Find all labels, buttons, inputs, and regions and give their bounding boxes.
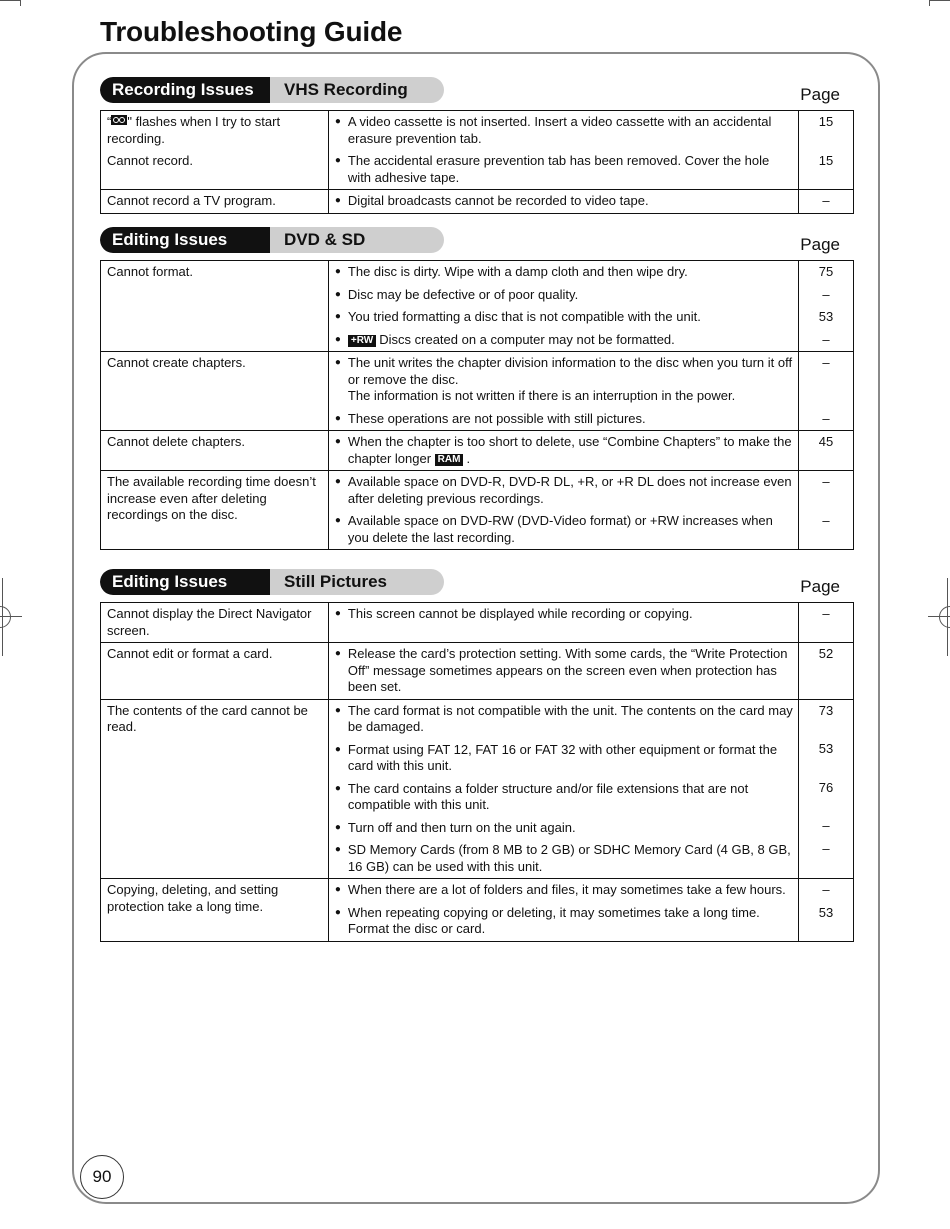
cause-item: ● When repeating copying or deleting, it may sometimes take a long time. Format the disc or card. xyxy=(335,905,794,938)
troubleshooting-table xyxy=(100,110,854,214)
ram-disc-badge: RAM xyxy=(435,454,464,466)
crop-mark xyxy=(2,578,3,656)
cause-cell xyxy=(328,352,798,431)
cause-cell xyxy=(328,879,798,942)
page-cell xyxy=(799,879,854,942)
section-subcategory: DVD & SD xyxy=(284,230,366,249)
page-ref: 73 xyxy=(818,702,834,718)
problem-cell: Cannot edit or format a card. xyxy=(101,643,329,700)
section-editing-dvd-sd xyxy=(100,227,854,550)
cause-cell xyxy=(328,261,798,352)
page-ref: – xyxy=(822,410,830,426)
problem-cell: Cannot delete chapters. xyxy=(101,431,329,471)
cause-item: ● Disc may be defective or of poor quality. xyxy=(335,287,794,304)
cause-item: ● This screen cannot be displayed while recording or copying. xyxy=(335,606,794,623)
page-ref: 15 xyxy=(818,114,834,129)
problem-cell xyxy=(101,111,329,190)
cause-cell xyxy=(328,603,798,643)
cause-cell xyxy=(328,190,798,214)
section-category: Editing Issues xyxy=(100,227,270,253)
cause-item: ● When the chapter is too short to delete, use “Combine Chapters” to make the chapter longer RAM . xyxy=(335,434,794,467)
cause-item: ● Turn off and then turn on the unit again. xyxy=(335,820,794,837)
problem-cell: Copying, deleting, and setting protection take a long time. xyxy=(101,879,329,942)
cassette-icon xyxy=(111,115,127,125)
crop-mark xyxy=(947,578,948,656)
page-ref: – xyxy=(822,286,830,302)
page-title: Troubleshooting Guide xyxy=(100,16,403,47)
crop-mark xyxy=(0,616,22,617)
problem-cell: The contents of the card cannot be read. xyxy=(101,699,329,879)
page-cell: – xyxy=(799,603,854,643)
crop-mark xyxy=(20,0,21,6)
page-ref: – xyxy=(822,512,830,528)
table-row xyxy=(101,603,854,643)
cause-item: ● A video cassette is not inserted. Insert a video cassette with an accidental erasure prevention tab. xyxy=(335,114,794,147)
section-header xyxy=(100,77,854,107)
page-cell xyxy=(799,471,854,550)
page-ref: – xyxy=(822,818,830,833)
cause-item: ● When there are a lot of folders and files, it may sometimes take a few hours. xyxy=(335,882,794,899)
table-row xyxy=(101,643,854,700)
crop-mark xyxy=(0,0,20,1)
cause-item: ● These operations are not possible with still pictures. xyxy=(335,411,794,428)
table-row xyxy=(101,261,854,352)
cause-item: ● Release the card’s protection setting. With some cards, the “Write Protection Off” message sometimes appears on the screen even when protection has been set. xyxy=(335,646,794,696)
cause-item: ● SD Memory Cards (from 8 MB to 2 GB) or SDHC Memory Card (4 GB, 8 GB, 16 GB) can be used with this unit. xyxy=(335,842,794,875)
open-quote: “ xyxy=(107,114,112,129)
page-cell: 45 xyxy=(799,431,854,471)
page-ref: 53 xyxy=(818,904,834,920)
cause-item: ● The accidental erasure prevention tab has been removed. Cover the hole with adhesive tape. xyxy=(335,153,794,186)
cause-item: ● The card contains a folder structure and/or file extensions that are not compatible with this unit. xyxy=(335,781,794,814)
page-ref: 53 xyxy=(818,741,834,756)
section-category: Editing Issues xyxy=(100,569,270,595)
cause-item: ● Available space on DVD-RW (DVD-Video format) or +RW increases when you delete the last recording. xyxy=(335,513,794,546)
page-number: 90 xyxy=(80,1155,124,1199)
cause-cell xyxy=(328,431,798,471)
section-header xyxy=(100,569,854,599)
rw-disc-badge: +RW xyxy=(348,335,376,347)
page-ref: 15 xyxy=(818,152,834,168)
page-cell: 52 xyxy=(799,643,854,700)
cause-item: ● Format using FAT 12, FAT 16 or FAT 32 with other equipment or format the card with this unit. xyxy=(335,742,794,775)
troubleshooting-table xyxy=(100,260,854,550)
cause-item: ● You tried formatting a disc that is not compatible with the unit. xyxy=(335,309,794,326)
cause-cell xyxy=(328,643,798,700)
problem-text: Cannot record. xyxy=(107,153,193,168)
table-row xyxy=(101,879,854,942)
section-editing-still-pictures xyxy=(100,569,854,942)
problem-cell: The available recording time doesn’t increase even after deleting recordings on the disc. xyxy=(101,471,329,550)
page-ref: – xyxy=(822,840,830,856)
page-cell: – xyxy=(799,190,854,214)
table-row xyxy=(101,352,854,431)
section-subcategory: VHS Recording xyxy=(284,80,408,99)
problem-cell: Cannot create chapters. xyxy=(101,352,329,431)
section-tab xyxy=(100,77,444,103)
problem-cell: Cannot record a TV program. xyxy=(101,190,329,214)
cause-cell xyxy=(328,471,798,550)
table-row xyxy=(101,471,854,550)
page-ref: 53 xyxy=(818,309,834,324)
table-row xyxy=(101,190,854,214)
cause-cell xyxy=(328,699,798,879)
page-ref: – xyxy=(822,882,830,897)
page-column-label: Page xyxy=(800,577,840,596)
cause-item: ● The card format is not compatible with the unit. The contents on the card may be damaged. xyxy=(335,703,794,736)
section-recording-vhs xyxy=(100,77,854,214)
table-row xyxy=(101,699,854,879)
problem-cell: Cannot format. xyxy=(101,261,329,352)
troubleshooting-table xyxy=(100,602,854,942)
page-ref: – xyxy=(822,331,830,347)
section-subcategory: Still Pictures xyxy=(284,572,387,591)
crop-mark xyxy=(929,0,930,6)
section-category: Recording Issues xyxy=(100,77,270,103)
page-ref: 75 xyxy=(818,264,834,279)
section-tab xyxy=(100,227,444,253)
page-cell xyxy=(799,352,854,431)
page-cell xyxy=(799,111,854,190)
table-row xyxy=(101,431,854,471)
page-ref: – xyxy=(822,355,830,370)
section-header xyxy=(100,227,854,257)
section-tab xyxy=(100,569,444,595)
cause-cell xyxy=(328,111,798,190)
problem-text: “ " flashes when I try to start recording. xyxy=(107,114,281,146)
problem-cell: Cannot display the Direct Navigator screen. xyxy=(101,603,329,643)
cause-item: ● The disc is dirty. Wipe with a damp cloth and then wipe dry. xyxy=(335,264,794,281)
page-cell xyxy=(799,261,854,352)
registration-mark-right xyxy=(939,606,950,628)
page-column-label: Page xyxy=(800,235,840,254)
table-row xyxy=(101,111,854,190)
page-cell xyxy=(799,699,854,879)
page-ref: – xyxy=(822,474,830,489)
page-column-label: Page xyxy=(800,85,840,104)
cause-item: ● Available space on DVD-R, DVD-R DL, +R, or +R DL does not increase even after deleting previous recordings. xyxy=(335,474,794,507)
cause-item: ● +RW Discs created on a computer may not be formatted. xyxy=(335,332,794,349)
cause-item: ● The unit writes the chapter division information to the disc when you turn it off or remove the disc. The information is not written if there is an interruption in the power. xyxy=(335,355,794,405)
page-ref: 76 xyxy=(818,779,834,795)
cause-item: ● Digital broadcasts cannot be recorded to video tape. xyxy=(335,193,794,210)
crop-mark xyxy=(930,0,950,1)
